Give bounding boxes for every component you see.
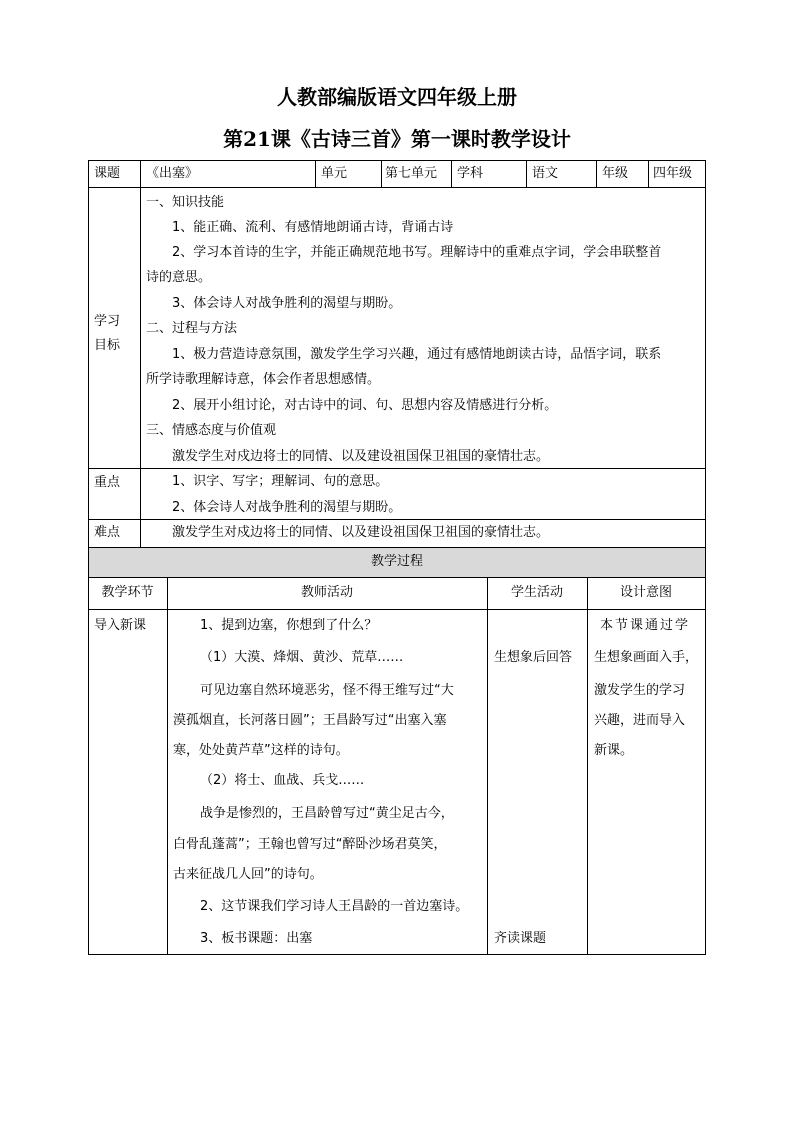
difficulties-text: 激发学生对戍边将士的同情、以及建设祖国保卫祖国的豪情壮志。 <box>172 525 550 540</box>
table-line <box>140 187 141 547</box>
design-line: 生想象画面入手， <box>594 650 699 665</box>
table-line <box>88 609 706 610</box>
objective-line: 2、展开小组讨论，对古诗中的词、句、思想内容及情感进行分析。 <box>172 398 558 413</box>
header-stage: 教学环节 <box>101 585 154 600</box>
key-point-line: 1、识字、写字；理解词、句的意思。 <box>172 474 389 489</box>
design-line: 兴趣，进而导入 <box>594 713 686 728</box>
teacher-line: 战争是惨烈的，王昌龄曾写过“黄尘足古今， <box>200 806 454 821</box>
student-activity: 生想象后回答 <box>494 650 573 665</box>
lesson-title: 第21课《古诗三首》第一课时教学设计 <box>223 127 571 151</box>
subject-label: 学科 <box>457 166 484 181</box>
table-line <box>88 187 706 188</box>
table-line <box>88 519 706 520</box>
objective-line: 三、情感态度与价值观 <box>146 423 277 438</box>
table-line <box>140 160 141 187</box>
table-line <box>88 954 706 955</box>
teacher-line: 1、提到边塞，你想到了什么？ <box>200 618 378 633</box>
header-student: 学生活动 <box>510 585 563 600</box>
process-title: 教学过程 <box>370 554 423 569</box>
table-line <box>596 160 597 187</box>
student-activity: 齐读课题 <box>494 931 547 946</box>
table-line <box>88 160 706 161</box>
teacher-line: （1）大漠、烽烟、黄沙、荒草…… <box>200 650 404 665</box>
subject-value: 语文 <box>532 166 559 181</box>
table-line <box>487 577 488 954</box>
objective-line: 激发学生对戍边将士的同情、以及建设祖国保卫祖国的豪情壮志。 <box>172 449 550 464</box>
teacher-line: 古来征战几人回”的诗句。 <box>173 867 323 882</box>
course-value: 《出塞》 <box>146 166 199 181</box>
design-line: 激发学生的学习 <box>594 683 686 698</box>
stage-name: 导入新课 <box>94 618 147 633</box>
header-teacher: 教师活动 <box>300 585 353 600</box>
table-line <box>88 547 706 548</box>
difficulties-label: 难点 <box>94 525 121 540</box>
objective-line: 所学诗歌理解诗意，体会作者思想感情。 <box>146 372 381 387</box>
key-points-label: 重点 <box>94 475 121 490</box>
header-design: 设计意图 <box>619 585 672 600</box>
objective-line: 2、学习本首诗的生字，并能正确规范地书写。理解诗中的重难点字词，学会串联整首 <box>172 245 662 260</box>
teacher-line: 白骨乱蓬蒿”；王翰也曾写过“醉卧沙场君莫笑， <box>173 837 447 852</box>
table-line <box>451 160 452 187</box>
design-line: 新课。 <box>594 743 634 758</box>
grade-value: 四年级 <box>653 166 693 181</box>
table-line <box>315 160 316 187</box>
table-line <box>587 577 588 954</box>
unit-label: 单元 <box>321 166 348 181</box>
objectives-label: 学习目标 <box>94 314 121 353</box>
course-label: 课题 <box>94 166 121 181</box>
table-line <box>526 160 527 187</box>
objective-line: 1、能正确、流利、有感情地朗诵古诗，背诵古诗 <box>172 220 454 235</box>
table-line <box>167 577 168 954</box>
teacher-line: 3、板书课题：出塞 <box>200 931 313 946</box>
table-line <box>648 160 649 187</box>
teacher-line: 可见边塞自然环境恶劣，怪不得王维写过“大 <box>200 683 454 698</box>
objective-line: 诗的意思。 <box>146 270 212 285</box>
objective-line: 1、极力营造诗意氛围，激发学生学习兴趣，通过有感情地朗读古诗，品悟字词，联系 <box>172 347 662 362</box>
grade-label: 年级 <box>602 166 629 181</box>
design-line: 本节课通过学 <box>600 618 691 633</box>
teacher-line: 寒，处处黄芦草”这样的诗句。 <box>173 743 349 758</box>
unit-value: 第七单元 <box>385 166 438 181</box>
objective-line: 二、过程与方法 <box>146 321 238 336</box>
teacher-line: 漠孤烟直，长河落日圆”；王昌龄写过“出塞入塞 <box>173 713 447 728</box>
table-line <box>381 160 382 187</box>
objective-line: 一、知识技能 <box>146 195 225 210</box>
document-title: 人教部编版语文四年级上册 <box>277 85 517 109</box>
table-line <box>88 577 706 578</box>
table-line <box>88 468 706 469</box>
teacher-line: 2、这节课我们学习诗人王昌龄的一首边塞诗。 <box>200 899 469 914</box>
key-point-line: 2、体会诗人对战争胜利的渴望与期盼。 <box>172 500 402 515</box>
teacher-line: （2）将士、血战、兵戈…… <box>200 773 365 788</box>
objective-line: 3、体会诗人对战争胜利的渴望与期盼。 <box>172 296 402 311</box>
